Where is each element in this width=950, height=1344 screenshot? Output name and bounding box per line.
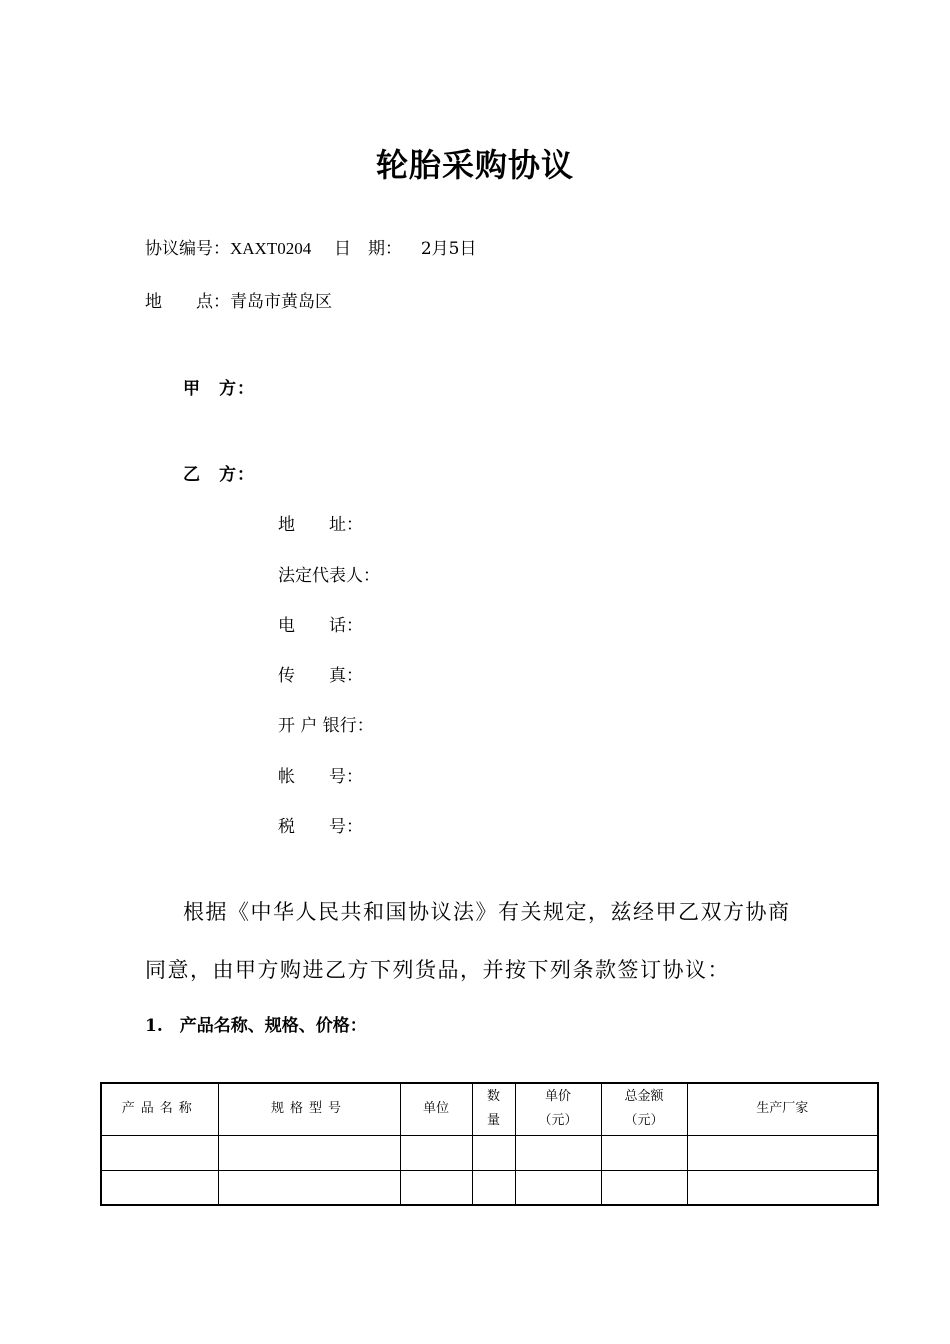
product-table: [100, 1082, 879, 1206]
table-cell: [218, 1135, 400, 1170]
header-total-line-1: 总金额: [624, 1089, 664, 1105]
table-cell: [687, 1135, 878, 1170]
product-table-header: [101, 1083, 878, 1135]
table-cell: [218, 1170, 400, 1205]
contract-no-label: 协议编号：: [145, 239, 230, 259]
party-b-phone-label: 电 话：: [278, 616, 363, 636]
table-cell: [400, 1135, 472, 1170]
header-total: [601, 1083, 687, 1135]
document-title: 轮胎采购协议: [375, 146, 574, 184]
header-quantity: [472, 1083, 515, 1135]
table-cell: [515, 1170, 601, 1205]
party-b-bank-label: 开 户 银行：: [278, 716, 374, 736]
table-cell: [687, 1170, 878, 1205]
header-unit-price-line-2: （元）: [538, 1113, 578, 1129]
header-product-name: 产品名称: [101, 1083, 218, 1135]
header-unit: 单位: [400, 1083, 472, 1135]
table-cell: [101, 1135, 218, 1170]
party-a-label: 甲 方：: [183, 379, 255, 399]
party-b-legal-rep-label: 法定代表人：: [278, 566, 380, 586]
date-value: 2月5日: [420, 239, 477, 259]
place-line: [145, 287, 332, 312]
table-row: [101, 1170, 878, 1205]
header-quantity-line-2: 量: [486, 1113, 500, 1129]
header-unit-price-line-1: 单价: [544, 1089, 571, 1105]
party-b-account-label: 帐 号：: [278, 767, 363, 787]
place-value: 青岛市黄岛区: [230, 292, 332, 312]
intro-line-1: 根据《中华人民共和国协议法》有关规定，兹经甲乙双方协商: [183, 900, 791, 924]
header-quantity-line-1: 数: [486, 1089, 500, 1105]
table-cell: [472, 1170, 515, 1205]
section-1-heading: 1. 产品名称、规格、价格：: [145, 1016, 367, 1036]
intro-line-2: 同意，由甲方购进乙方下列货品，并按下列条款签订协议：: [145, 958, 730, 982]
header-manufacturer: 生产厂家: [687, 1083, 878, 1135]
party-b-label: 乙 方：: [183, 465, 255, 485]
contract-no: XAXT0204: [230, 239, 312, 258]
header-spec: 规格型号: [218, 1083, 400, 1135]
party-b-tax-label: 税 号：: [278, 817, 363, 837]
table-cell: [601, 1135, 687, 1170]
place-label: 地 点：: [145, 292, 230, 312]
table-cell: [472, 1135, 515, 1170]
table-cell: [400, 1170, 472, 1205]
contract-meta-line: [145, 234, 476, 259]
header-unit-price: [515, 1083, 601, 1135]
table-cell: [101, 1170, 218, 1205]
date-label: 日 期：: [334, 239, 403, 259]
table-row: [101, 1135, 878, 1170]
table-cell: [515, 1135, 601, 1170]
header-total-line-2: （元）: [624, 1113, 664, 1129]
table-cell: [601, 1170, 687, 1205]
party-b-address-label: 地 址：: [278, 515, 363, 535]
party-b-fax-label: 传 真：: [278, 666, 363, 686]
